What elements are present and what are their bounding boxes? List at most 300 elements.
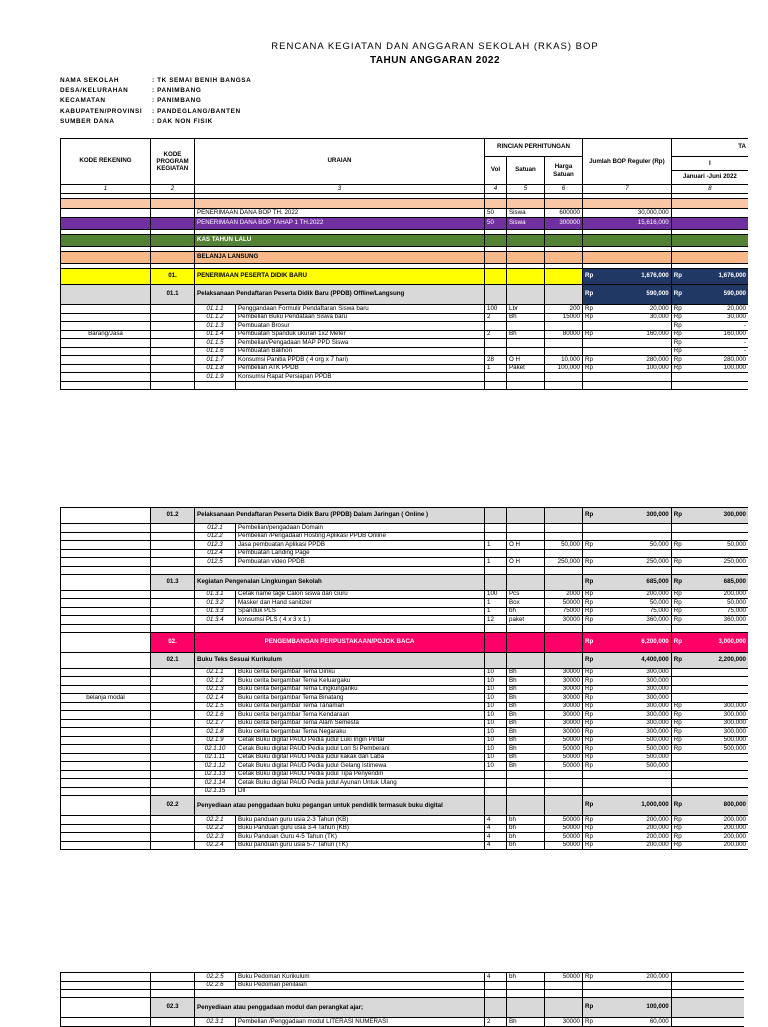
jumlah-cell [595, 779, 671, 788]
item-code-cell: 02.1.12 [195, 762, 236, 771]
vol-cell [485, 652, 507, 668]
kode-program-cell [151, 677, 195, 686]
item-code-cell: 02.2.2 [195, 824, 236, 833]
satuan-cell: Siswa [507, 218, 545, 230]
vol-cell: 4 [485, 833, 507, 842]
tahap-cell [684, 787, 748, 796]
currency-cell: Rp [583, 824, 596, 833]
currency-cell [671, 668, 684, 677]
kode-program-cell: 02.2 [151, 796, 195, 816]
cell [195, 566, 485, 574]
kode-program-cell [151, 753, 195, 762]
table-row [61, 824, 749, 833]
vol-cell [485, 779, 507, 788]
vol-cell [485, 199, 507, 209]
currency-cell: Rp [671, 796, 684, 816]
currency-cell: Rp [583, 728, 596, 737]
satuan-cell: Bh [507, 1018, 545, 1027]
currency-cell: Rp [583, 508, 596, 524]
item-code-cell: 01.3.4 [195, 616, 236, 625]
vol-cell [485, 632, 507, 652]
jumlah-cell: 200,000 [595, 833, 671, 842]
satuan-cell: O H [507, 541, 545, 550]
currency-cell [671, 685, 684, 694]
info-label: KABUPATEN/PROVINSI [60, 107, 143, 115]
uraian-cell: Kegiatan Pengenalan Lingkungan Sekolah [195, 574, 485, 590]
harga-cell [545, 199, 583, 209]
info-label: SUMBER DANA [60, 117, 115, 125]
table-row [61, 973, 745, 982]
harga-cell: 30000 [545, 711, 583, 720]
satuan-cell [507, 632, 545, 652]
table-row [61, 770, 749, 779]
jumlah-cell: 300,000 [595, 694, 671, 703]
uraian-cell: Penyediaan atau penggadaan buku pegangan untuk pendidik termasuk buku digital [195, 796, 485, 816]
kode-rekening-cell [61, 285, 151, 305]
satuan-cell: bh [507, 841, 545, 850]
item-code-cell: 01.1.7 [195, 356, 236, 365]
harga-cell: 10,000 [545, 356, 583, 365]
harga-cell: 50000 [545, 973, 583, 982]
tahap-cell: 3,000,000 [684, 632, 748, 652]
jumlah-cell: 4,400,000 [595, 652, 671, 668]
satuan-cell: Bh [507, 736, 545, 745]
table-row [61, 694, 749, 703]
vol-cell [485, 524, 507, 533]
header-periode-label: Januari -Juni 2022 [682, 173, 737, 180]
uraian-cell: Pelaksanaan Pendaftaran Peserta Didik Baru (PPDB) Offline/Langsung [195, 285, 485, 305]
section-header-row [61, 998, 745, 1018]
kode-rekening-cell [61, 269, 151, 285]
currency-cell: Rp [671, 590, 684, 599]
jumlah-cell: 200,000 [595, 816, 671, 825]
kode-program-cell [151, 736, 195, 745]
kode-program-cell [151, 235, 195, 247]
kode-rekening-cell [61, 373, 151, 382]
satuan-cell [507, 252, 545, 264]
kode-rekening-cell [61, 770, 151, 779]
jumlah-cell: 200,000 [595, 973, 671, 982]
vol-cell: 4 [485, 973, 507, 982]
currency-cell: Rp [671, 711, 684, 720]
satuan-cell: Bh [507, 694, 545, 703]
currency-cell: Rp [671, 285, 684, 305]
tahap-cell [680, 973, 744, 982]
harga-cell: 30000 [545, 677, 583, 686]
satuan-cell [507, 285, 545, 305]
kode-rekening-cell [61, 711, 151, 720]
tahap-cell [684, 753, 748, 762]
currency-cell: Rp [583, 356, 596, 365]
kode-rekening-cell [61, 981, 151, 990]
kode-rekening-cell [61, 541, 151, 550]
vol-cell [485, 269, 507, 285]
tahap-cell [684, 685, 748, 694]
item-code-cell: 02.1.11 [195, 753, 236, 762]
kode-rekening-cell [61, 973, 151, 982]
section-header-row [61, 574, 749, 590]
jumlah-cell [595, 981, 671, 990]
uraian-cell: Pembuatan Spanduk ukuran 1x2 Meter [236, 330, 485, 339]
jumlah-cell: 300,000 [595, 668, 671, 677]
kode-rekening-cell [61, 753, 151, 762]
uraian-cell: PENGEMBANGAN PERPUSTAKAAN/POJOK BACA [195, 632, 485, 652]
kode-rekening-cell [61, 339, 151, 348]
document-title: RENCANA KEGIATAN DAN ANGGARAN SEKOLAH (RKAS) BOP [271, 41, 599, 52]
kode-program-cell [151, 330, 195, 339]
satuan-cell [507, 524, 545, 533]
kode-program-cell [151, 590, 195, 599]
tahap-cell [680, 998, 744, 1018]
vol-cell: 10 [485, 762, 507, 771]
jumlah-cell: 590,000 [595, 285, 671, 305]
header-kode-program: KODE PROGRAM KEGIATAN [151, 139, 195, 185]
currency-cell: Rp [583, 305, 596, 314]
table-row [61, 532, 749, 541]
harga-cell [545, 652, 583, 668]
kode-rekening-cell [61, 685, 151, 694]
kode-program-cell: 02. [151, 632, 195, 652]
harga-cell [545, 508, 583, 524]
uraian-cell: Spanduk PLS [236, 607, 485, 616]
tahap-cell [671, 252, 748, 264]
currency-cell: Rp [583, 841, 596, 850]
kode-program-cell [151, 364, 195, 373]
kode-program-cell [151, 981, 195, 990]
tahap-cell: 200,000 [684, 841, 748, 850]
kode-program-cell [151, 339, 195, 348]
table-row [61, 685, 749, 694]
kode-rekening-cell [61, 524, 151, 533]
uraian-cell: Konsumsi Rapat Persiapan PPDB [236, 373, 485, 382]
kode-program-cell [151, 313, 195, 322]
kode-program-cell [151, 322, 195, 331]
vol-cell: 10 [485, 728, 507, 737]
harga-cell: 50000 [545, 745, 583, 754]
currency-cell: Rp [583, 998, 596, 1018]
currency-cell: Rp [583, 285, 596, 305]
vol-cell: 1 [485, 364, 507, 373]
uraian-cell: Cetak Buku digital PAUD Pedia judul Luki Ingin Pintar [236, 736, 485, 745]
tahap-cell [684, 532, 748, 541]
currency-cell [583, 549, 596, 558]
currency-cell: Rp [671, 632, 684, 652]
satuan-cell: Pcs [507, 590, 545, 599]
jumlah-cell: 280,000 [595, 356, 671, 365]
item-code-cell: 012.4 [195, 549, 236, 558]
tahap-cell [680, 981, 744, 990]
satuan-cell: Bh [507, 313, 545, 322]
currency-cell [671, 762, 684, 771]
harga-cell: 30000 [545, 685, 583, 694]
kode-rekening-cell [61, 841, 151, 850]
kode-rekening-cell [61, 787, 151, 796]
currency-cell: Rp [671, 833, 684, 842]
kode-rekening-cell [61, 728, 151, 737]
kode-program-cell [151, 711, 195, 720]
uraian-cell: Buku cerita bergambar Tema Lingkunganku [236, 685, 485, 694]
vol-cell: 2 [485, 1018, 507, 1027]
harga-cell [545, 796, 583, 816]
table-row-orange [61, 252, 749, 264]
kode-program-cell [151, 558, 195, 567]
table-row [61, 779, 749, 788]
uraian-cell: Buku Pedoman penilaian [236, 981, 485, 990]
currency-cell [583, 981, 596, 990]
currency-cell: Rp [671, 322, 684, 331]
tahap-cell: 300,000 [684, 728, 748, 737]
currency-cell [671, 787, 684, 796]
currency-cell [671, 532, 684, 541]
currency-cell: Rp [583, 541, 596, 550]
section-header-row [61, 652, 749, 668]
header-periode [671, 157, 748, 185]
tahap-cell [684, 373, 748, 382]
kode-program-cell [151, 745, 195, 754]
tahap-cell: 160,000 [684, 330, 748, 339]
uraian-cell: Pembelian /Penggadaan modul LITERASI NUMERASI [236, 1018, 485, 1027]
jumlah-cell [595, 549, 671, 558]
satuan-cell: paket [507, 616, 545, 625]
item-code-cell: 01.1.1 [195, 305, 236, 314]
satuan-cell [507, 652, 545, 668]
item-code-cell: 01.1.3 [195, 322, 236, 331]
currency-cell [583, 347, 596, 356]
table-row [61, 541, 749, 550]
kode-program-cell [151, 549, 195, 558]
tahap-cell: 200,000 [684, 833, 748, 842]
kode-program-cell: 02.1 [151, 652, 195, 668]
currency-cell: Rp [583, 616, 596, 625]
cell [583, 624, 672, 632]
uraian-cell: Pembelian/Pengadaan MAP PPD Siswa [236, 339, 485, 348]
table-row [61, 313, 749, 322]
currency-cell: Rp [671, 719, 684, 728]
harga-cell: 50000 [545, 753, 583, 762]
satuan-cell [507, 199, 545, 209]
cell [671, 624, 748, 632]
kode-program-cell [151, 607, 195, 616]
vol-cell: 1 [485, 558, 507, 567]
kode-rekening-cell: belanja modal [61, 694, 151, 703]
vol-cell [485, 322, 507, 331]
uraian-cell: Cetak Buku digital PAUD Pedia judul Gelang Istimewa [236, 762, 485, 771]
table-row-peach [61, 199, 749, 209]
table-row [61, 305, 749, 314]
vol-cell: 1 [485, 599, 507, 608]
harga-cell [545, 373, 583, 382]
document-subtitle: TAHUN ANGGARAN 2022 [369, 55, 501, 66]
vol-cell: 10 [485, 736, 507, 745]
currency-cell: Rp [671, 558, 684, 567]
currency-cell [671, 770, 684, 779]
satuan-cell: Bh [507, 668, 545, 677]
currency-cell: Rp [583, 833, 596, 842]
kode-rekening-cell [61, 736, 151, 745]
currency-cell: Rp [583, 269, 596, 285]
uraian-cell: Cetak Buku digital PAUD Pedia judul Lori Si Pemberani [236, 745, 485, 754]
vol-cell [485, 574, 507, 590]
cell [545, 566, 583, 574]
tahap-cell [684, 381, 748, 390]
harga-cell: 50000 [545, 841, 583, 850]
item-code-cell: 02.1.15 [195, 787, 236, 796]
item-code-cell: 012.1 [195, 524, 236, 533]
currency-cell: Rp [671, 574, 684, 590]
currency-cell: Rp [583, 313, 596, 322]
tahap-cell: 360,000 [684, 616, 748, 625]
cell [195, 990, 485, 998]
harga-cell: 30000 [545, 702, 583, 711]
satuan-cell: bh [507, 824, 545, 833]
uraian-cell: Pelaksanaan Pendaftaran Peserta Didik Baru (PPDB) Dalam Jaringan ( Online ) [195, 508, 485, 524]
jumlah-cell: 15,616,000 [583, 218, 672, 230]
item-code-cell: 01.1.8 [195, 364, 236, 373]
currency-cell: Rp [671, 824, 684, 833]
currency-cell: Rp [671, 616, 684, 625]
kode-program-cell [151, 816, 195, 825]
kode-rekening-cell [61, 652, 151, 668]
item-code-cell: 02.1.1 [195, 668, 236, 677]
uraian-cell: Pembelian ATK PPDB [236, 364, 485, 373]
kode-rekening-cell [61, 762, 151, 771]
kode-rekening-cell [61, 632, 151, 652]
item-code-cell: 02.2.3 [195, 833, 236, 842]
table-row-plain [61, 209, 749, 218]
cell [61, 624, 151, 632]
currency-cell [671, 779, 684, 788]
kode-program-cell [151, 218, 195, 230]
jumlah-cell [595, 373, 671, 382]
kode-program-cell [151, 685, 195, 694]
col-number: 1 [61, 185, 151, 194]
satuan-cell [507, 787, 545, 796]
col-number: 3 [195, 185, 485, 194]
kode-rekening-cell [61, 508, 151, 524]
kode-rekening-cell [61, 199, 151, 209]
harga-cell [545, 770, 583, 779]
vol-cell: 10 [485, 753, 507, 762]
tahap-cell [684, 668, 748, 677]
table-row [61, 607, 749, 616]
jumlah-cell: 75,000 [595, 607, 671, 616]
tahap-cell: 500,000 [684, 745, 748, 754]
kode-program-cell [151, 381, 195, 390]
item-code-cell: 02.1.5 [195, 702, 236, 711]
currency-cell: Rp [583, 694, 596, 703]
item-code-cell: 02.1.3 [195, 685, 236, 694]
satuan-cell [507, 381, 545, 390]
item-code-cell: 02.1.7 [195, 719, 236, 728]
currency-cell: Rp [583, 711, 596, 720]
info-row [60, 118, 251, 128]
kode-rekening-cell [61, 381, 151, 390]
header-uraian: URAIAN [195, 139, 485, 185]
jumlah-cell: 60,000 [595, 1018, 671, 1027]
vol-cell [485, 981, 507, 990]
currency-cell [671, 549, 684, 558]
header-tahap: TA [671, 139, 748, 157]
item-code-cell: 012.2 [195, 532, 236, 541]
info-label: KECAMATAN [60, 97, 106, 105]
vol-cell [485, 787, 507, 796]
harga-cell [545, 252, 583, 264]
satuan-cell [507, 796, 545, 816]
uraian-cell: PENERIMAAN PESERTA DIDIK BARU [195, 269, 485, 285]
uraian-cell: Buku panduan guru usia 2-3 Tahun (KB) [236, 816, 485, 825]
col-number: 7 [583, 185, 672, 194]
item-code-cell: 012.5 [195, 558, 236, 567]
kode-rekening-cell [61, 252, 151, 264]
satuan-cell [507, 549, 545, 558]
harga-cell [545, 549, 583, 558]
kode-rekening-cell [61, 532, 151, 541]
item-code-cell: 012.3 [195, 541, 236, 550]
info-label: NAMA SEKOLAH [60, 77, 120, 84]
kode-rekening-cell [61, 235, 151, 247]
harga-cell: 200 [545, 305, 583, 314]
currency-cell [671, 981, 680, 990]
table-row [61, 1018, 745, 1027]
uraian-cell: Buku cerita bergambar Tema Alam Semesta [236, 719, 485, 728]
currency-cell: Rp [583, 685, 596, 694]
tahap-cell: 800,000 [684, 796, 748, 816]
table-row [61, 590, 749, 599]
info-row [60, 97, 251, 107]
header-harga: Harga Satuan [545, 157, 583, 185]
item-code-cell: 01.1.4 [195, 330, 236, 339]
satuan-cell [507, 981, 545, 990]
harga-cell: 600000 [545, 209, 583, 218]
kode-rekening-cell [61, 998, 151, 1018]
item-code-cell: 01.1.6 [195, 347, 236, 356]
kode-program-cell: 01.1 [151, 285, 195, 305]
kode-rekening-cell [61, 347, 151, 356]
currency-cell: Rp [583, 668, 596, 677]
info-value: : PANIMBANG [152, 87, 202, 95]
satuan-cell [507, 532, 545, 541]
currency-cell [671, 373, 684, 382]
harga-cell: 30000 [545, 719, 583, 728]
vol-cell: 4 [485, 841, 507, 850]
tahap-cell [684, 694, 748, 703]
satuan-cell: bh [507, 607, 545, 616]
harga-cell: 100,000 [545, 364, 583, 373]
satuan-cell: Paket [507, 364, 545, 373]
tahap-cell: 75,000 [684, 607, 748, 616]
satuan-cell: Bh [507, 728, 545, 737]
harga-cell: 75000 [545, 607, 583, 616]
cell [195, 624, 485, 632]
harga-cell: 15000 [545, 313, 583, 322]
tahap-cell: 250,000 [684, 558, 748, 567]
kode-rekening-cell [61, 796, 151, 816]
tahap-cell: 280,000 [684, 356, 748, 365]
vol-cell: 100 [485, 590, 507, 599]
kode-program-cell [151, 833, 195, 842]
jumlah-cell [595, 770, 671, 779]
jumlah-cell: 1,676,000 [595, 269, 671, 285]
tahap-cell: 300,000 [684, 719, 748, 728]
tahap-cell: 200,000 [684, 824, 748, 833]
harga-cell: 50,000 [545, 541, 583, 550]
section-header-row [61, 632, 749, 652]
col-number: 5 [507, 185, 545, 194]
table-row [61, 364, 749, 373]
kode-rekening-cell [61, 616, 151, 625]
currency-cell [583, 770, 596, 779]
kode-program-cell [151, 694, 195, 703]
